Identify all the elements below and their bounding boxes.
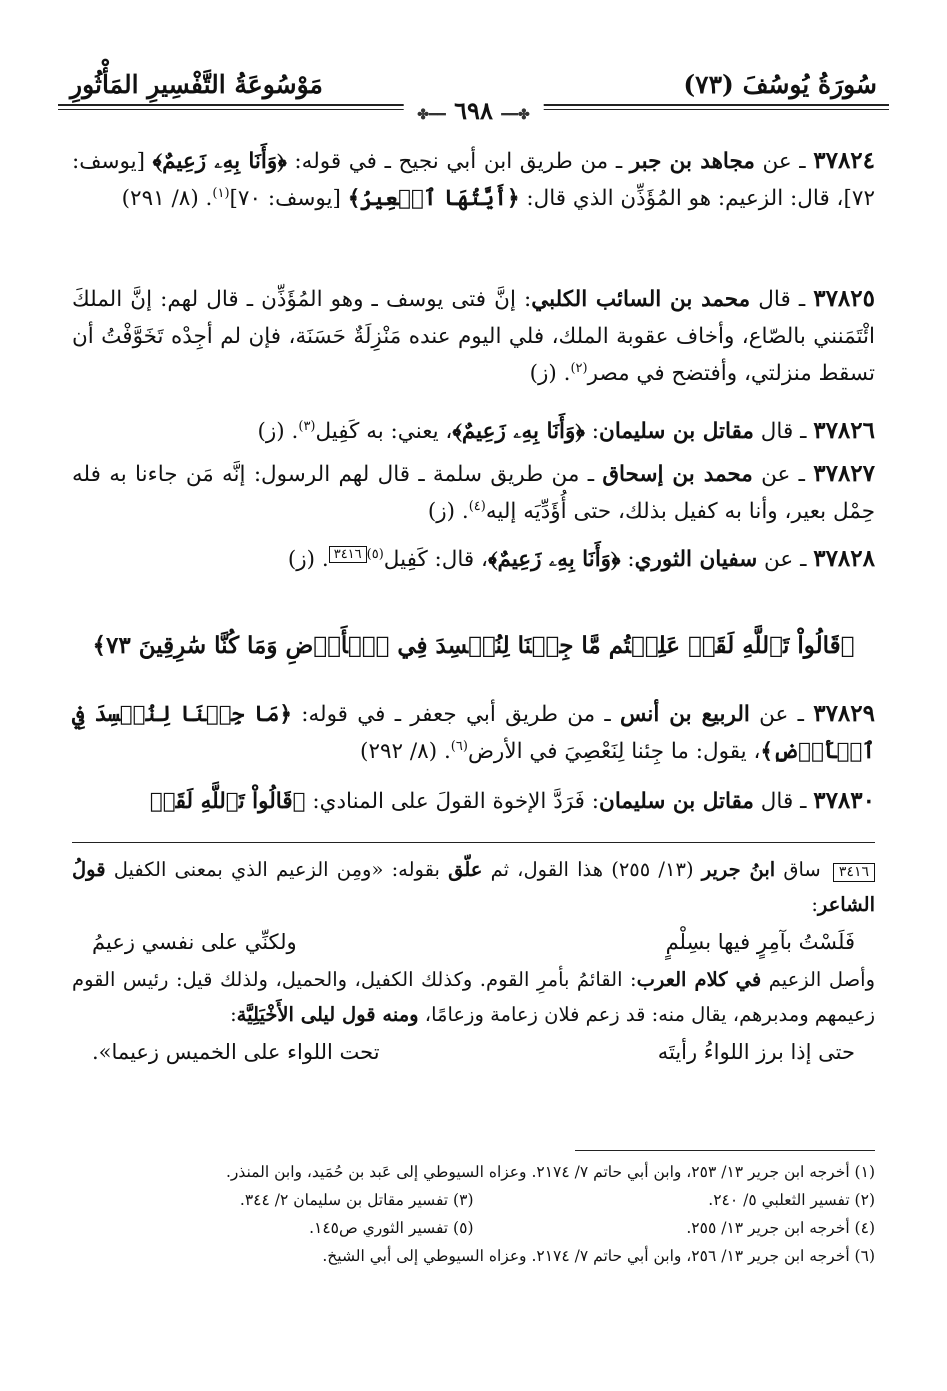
entry-number: ٣٧٨٢٧: [813, 460, 876, 487]
footnote-row: [72, 1186, 875, 1214]
entry-text: . (ز): [529, 361, 571, 386]
page-number: ٦٩٨: [454, 96, 493, 125]
entry-dash: ـ قال: [753, 789, 814, 814]
entry-text: . (ز): [257, 419, 299, 444]
note-bold: ومنه قول ليلى الأَخْيَلِيَّة: [236, 1003, 419, 1026]
surah-title: سُورَةُ يُوسُفَ (٧٣): [683, 70, 877, 99]
poem-hemistich: ولكنِّي على نفسي زعيمُ: [92, 930, 297, 954]
footnote-divider: [575, 1150, 875, 1151]
entry-37829: [72, 695, 875, 770]
narrator-name: مجاهد بن جبر: [629, 149, 755, 174]
entry-dash: ـ عن: [752, 462, 814, 487]
note-text: :: [811, 893, 818, 916]
note-bold: ابنُ جرير: [701, 858, 776, 881]
entry-text: ـ من طريق ابن أبي نجيح ـ في قوله:: [286, 149, 630, 174]
entry-37826: [72, 412, 875, 450]
footnote-item: (٢) تفسير الثعلبي ٥/ ٢٤٠.: [708, 1191, 875, 1209]
narrator-name: محمد بن السائب الكلبي: [531, 287, 751, 312]
entry-text: ، يعني: به كَفِيل: [315, 419, 453, 444]
narrator-name: الربيع بن أنس: [620, 702, 750, 727]
note-text: وأصل الزعيم: [761, 968, 875, 991]
page-number-wrap: [403, 96, 544, 125]
note-paragraph: [72, 962, 875, 1032]
entry-text: ـ من طريق سلمة ـ قال لهم الرسول: إنَّه مَن جاءنا به فله حِمْل بعير، وأنا به كفيل بذلك، حتى أُؤَدِّيَه إليه: [72, 462, 875, 524]
entry-37824: [72, 142, 875, 217]
footnote-row: [72, 1214, 875, 1242]
footnote-item: (٤) أخرجه ابن جرير ١٣/ ٢٥٥.: [686, 1219, 875, 1237]
note-text: بقوله: «ومِن الزعيم الذي بمعنى الكفيل: [105, 858, 449, 881]
narrator-name: سفيان الثوري: [634, 547, 758, 572]
entry-37827: [72, 455, 875, 530]
narrator-name: محمد بن إسحاق: [602, 462, 753, 487]
entry-number: ٣٧٨٢٦: [813, 417, 875, 444]
entry-number: ٣٧٨٢٥: [813, 285, 875, 312]
note-text: : القائمُ بأمرِ القوم. وكذلك الكفيل، والحميل، ولذلك قيل: رئيس القوم زعيمهم ومدبرهم، يقال منه: قد زعم فلان زعامة وزعامًا،: [72, 968, 875, 1026]
footnote-ref[interactable]: (٣): [298, 418, 316, 434]
footnote-ref[interactable]: (٢): [570, 360, 588, 376]
entry-text: [يوسف: ٧٠]: [229, 186, 348, 211]
entry-text: ، يقول: ما جِئنا لِنَعْصِيَ في الأرض: [467, 739, 761, 764]
quran-quote: ﴿وَأَنَا بِهِۦ زَعِيمٌ﴾: [487, 547, 621, 572]
footnote-ref[interactable]: (٤): [468, 498, 486, 514]
note-text: :: [230, 1003, 237, 1026]
entry-text: [يوسف: ٧٢]، قال: الزعيم: هو المُؤَذِّن الذي قال:: [72, 149, 875, 211]
entry-text: : إنَّ فتى يوسف ـ وهو المُؤَذِّن ـ قال لهم: إنَّ الملكَ ائْتَمَنني بالصّاع، وأخاف عقوبة الملك، فلي اليوم عنده مَنْزِلَةٌ حَسَنَة، فإن لم أجِدْه تَخَوَّفْتُ أن تسقط منزلتي، وأفتضح في مصر: [72, 287, 875, 386]
footnotes: [72, 1158, 875, 1270]
entry-dash: ـ عن: [749, 702, 814, 727]
commentary-number-box: ٣٤١٦: [833, 863, 875, 882]
note-paragraph: [72, 852, 875, 922]
footnote-ref[interactable]: (٥): [366, 546, 384, 562]
ornament-icon: ✤━━: [501, 107, 530, 123]
note-bold: في كلام العرب: [636, 968, 762, 991]
entry-dash: ـ قال: [750, 287, 814, 312]
poem-hemistich: فَلَسْتُ بآمِرٍ فيها بسِلْمٍ: [665, 930, 855, 954]
ornament-icon: ━━✤: [417, 107, 446, 123]
entry-37828: [72, 540, 875, 578]
quran-quote: ﴿مَا جِئۡنَا لِنُفۡسِدَ فِي ٱلۡأَرۡضِ﴾: [72, 702, 875, 764]
entry-text: . (ز): [427, 499, 469, 524]
footnote-item: (٥) تفسير الثوري ص١٤٥.: [309, 1219, 474, 1237]
note-text: ساق: [775, 858, 829, 881]
entry-text: . (ز): [287, 547, 329, 572]
entry-text: ، قال: كَفِيل: [383, 547, 488, 572]
footnote-ref[interactable]: (١): [212, 185, 230, 201]
quran-quote: ﴿قَالُواْ تَٱللَّهِ لَقَدۡ: [149, 789, 306, 814]
ayah-verse: ﴿قَالُواْ تَٱللَّهِ لَقَدۡ عَلِمۡتُم مَّا جِئۡنَا لِنُفۡسِدَ فِي ٱلۡأَرۡضِ وَمَا كُنَّا سَٰرِقِينَ ٧٣﴾: [92, 632, 855, 659]
entry-text: . (٨/ ٢٩١): [121, 186, 213, 211]
entry-37830: [72, 782, 875, 820]
poem-hemistich: حتى إذا برز اللواءُ رأيتَه: [657, 1040, 855, 1064]
entry-text: :: [584, 419, 600, 444]
commentary-ref-box[interactable]: ٣٤١٦: [329, 546, 367, 563]
quran-quote: ﴿وَأَنَا بِهِۦ زَعِيمٌ﴾: [452, 419, 585, 444]
commentary-divider: [72, 842, 875, 843]
poem-hemistich: تحت اللواء على الخميس زعيما».: [92, 1040, 380, 1064]
note-text: (١٣/ ٢٥٥) هذا القول، ثم: [482, 858, 702, 881]
entry-text: . (٨/ ٢٩٢): [360, 739, 451, 764]
footnote-item: (١) أخرجه ابن جرير ١٣/ ٢٥٣، وابن أبي حاتم ٧/ ٢١٧٤. وعزاه السيوطي إلى عَبد بن حُمَيد، وابن المنذر.: [225, 1163, 875, 1181]
entry-37825: [72, 280, 875, 392]
entry-number: ٣٧٨٢٩: [813, 700, 875, 727]
poem-line: [72, 922, 875, 962]
entry-text: :: [620, 547, 635, 572]
quran-quote: ﴿وَأَنَا بِهِۦ زَعِيمٌ﴾: [152, 149, 287, 174]
footnote-ref[interactable]: (٦): [450, 738, 468, 754]
footnote-item: (٦) أخرجه ابن جرير ١٣/ ٢٥٦، وابن أبي حاتم ٧/ ٢١٧٤. وعزاه السيوطي إلى أبي الشيخ.: [322, 1247, 875, 1265]
poem-line: [72, 1032, 875, 1072]
entry-dash: ـ قال: [753, 419, 814, 444]
entry-number: ٣٧٨٣٠: [813, 787, 875, 814]
quran-quote: ﴿أَيَّتُهَا ٱلۡعِيرُ﴾: [347, 186, 520, 211]
entry-dash: ـ عن: [754, 149, 814, 174]
page-header: [58, 68, 889, 125]
book-title: مَوْسُوعَةُ التَّفْسِيرِ المَأْثُورِ: [70, 70, 323, 99]
entry-number: ٣٧٨٢٨: [813, 545, 875, 572]
footnote-item: (٣) تفسير مقاتل بن سليمان ٢/ ٣٤٤.: [239, 1191, 474, 1209]
commentary-note: [72, 852, 875, 1072]
narrator-name: مقاتل بن سليمان: [599, 419, 754, 444]
narrator-name: مقاتل بن سليمان: [599, 789, 754, 814]
entry-text: ـ من طريق أبي جعفر ـ في قوله:: [291, 702, 621, 727]
entry-number: ٣٧٨٢٤: [813, 147, 876, 174]
note-bold: قولُ الشاعر: [72, 858, 875, 916]
entry-dash: ـ عن: [757, 547, 814, 572]
entry-text: : فَرَدَّ الإخوة القولَ على المنادي:: [305, 789, 600, 814]
note-bold: علّق: [448, 858, 483, 881]
